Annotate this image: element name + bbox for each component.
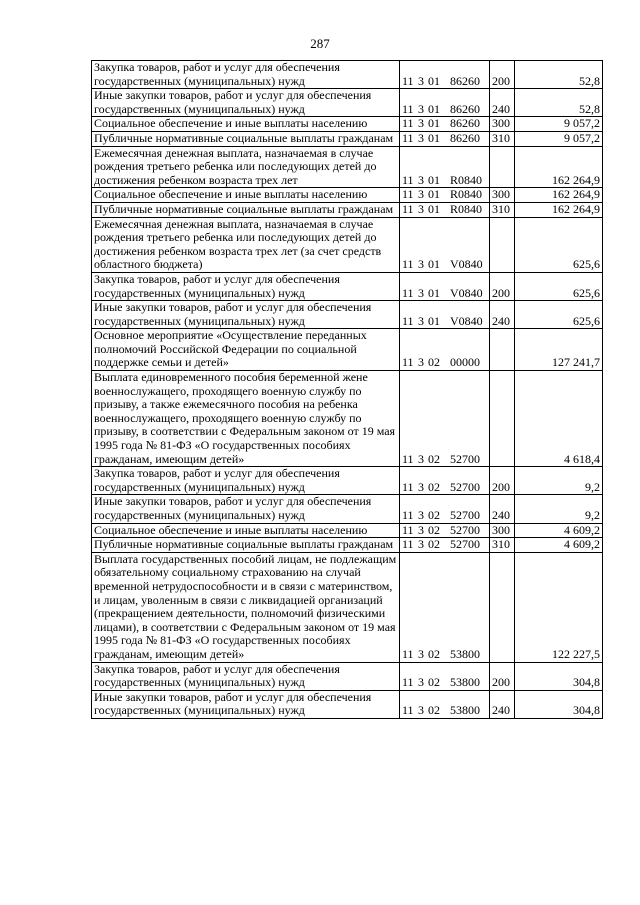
budget-table [91, 60, 603, 719]
code-part: 01 [428, 313, 440, 328]
row-code [400, 662, 490, 690]
row-expense-type [490, 371, 515, 467]
row-amount: 4 618,4 [515, 371, 603, 467]
row-amount: 625,6 [515, 217, 603, 272]
table-row [92, 371, 603, 467]
code-part: 53800 [450, 646, 480, 661]
code-part: 3 [418, 508, 424, 522]
row-code [400, 202, 490, 217]
code-part: 11 [402, 101, 414, 116]
code-part: 11 [402, 285, 414, 300]
table-row [92, 272, 603, 300]
row-description: Ежемесячная денежная выплата, назначаемая в случае рождения третьего ребенка или последующих детей до достижения ребенком возраста трех лет [92, 146, 400, 188]
table-row [92, 690, 603, 718]
row-description: Иные закупки товаров, работ и услуг для обеспечения государственных (муниципальных) нужд [92, 301, 400, 329]
code-part: 52700 [450, 522, 480, 537]
row-description: Иные закупки товаров, работ и услуг для обеспечения государственных (муниципальных) нужд [92, 495, 400, 523]
row-expense-type: 200 [490, 61, 515, 89]
code-part: 11 [402, 130, 414, 145]
code-part: 01 [428, 130, 440, 145]
code-part: V0840 [450, 257, 483, 272]
code-part: 3 [418, 257, 424, 272]
code-part: 52700 [450, 537, 480, 552]
row-expense-type: 240 [490, 690, 515, 718]
code-part: 02 [428, 479, 440, 494]
code-part: 11 [402, 451, 414, 466]
row-expense-type [490, 552, 515, 662]
code-part: R0840 [450, 187, 483, 202]
code-part: 11 [402, 201, 414, 216]
code-part: 01 [428, 101, 440, 116]
code-part: 3 [418, 187, 424, 202]
table-row [92, 202, 603, 217]
row-amount: 9,2 [515, 467, 603, 495]
row-description: Ежемесячная денежная выплата, назначаемая в случае рождения третьего ребенка или последующих детей до достижения ребенком возраста трех лет (за счет средств областного бюджета) [92, 217, 400, 272]
row-amount: 304,8 [515, 690, 603, 718]
row-code [400, 117, 490, 132]
row-code [400, 131, 490, 146]
row-code [400, 272, 490, 300]
code-part: 3 [418, 537, 424, 552]
code-part: 11 [402, 479, 414, 494]
code-part: 52700 [450, 508, 480, 522]
row-description: Публичные нормативные социальные выплаты гражданам [92, 131, 400, 146]
row-code [400, 217, 490, 272]
code-part: R0840 [450, 172, 483, 187]
row-expense-type: 300 [490, 188, 515, 203]
row-code [400, 523, 490, 538]
code-part: 11 [402, 675, 414, 690]
row-amount: 9,2 [515, 495, 603, 523]
code-part: 01 [428, 116, 440, 131]
table-row [92, 131, 603, 146]
row-amount: 4 609,2 [515, 538, 603, 553]
code-part: 11 [402, 257, 414, 272]
code-part: 11 [402, 522, 414, 537]
row-code [400, 552, 490, 662]
code-part: 52700 [450, 451, 480, 466]
code-part: 86260 [450, 101, 480, 116]
code-part: 3 [418, 355, 424, 370]
table-row [92, 662, 603, 690]
row-code [400, 329, 490, 371]
row-code [400, 61, 490, 89]
budget-table-body [92, 61, 603, 719]
row-code [400, 89, 490, 117]
code-part: 3 [418, 646, 424, 661]
row-description: Основное мероприятие «Осуществление переданных полномочий Российской Федерации по социальной поддержке семьи и детей» [92, 329, 400, 371]
code-part: 52700 [450, 479, 480, 494]
code-part: 11 [402, 355, 414, 370]
code-part: 3 [418, 73, 424, 88]
row-expense-type: 200 [490, 467, 515, 495]
code-part: 86260 [450, 116, 480, 131]
table-row [92, 61, 603, 89]
table-row [92, 467, 603, 495]
code-part: 02 [428, 675, 440, 690]
table-row [92, 117, 603, 132]
row-description: Выплата государственных пособий лицам, не подлежащим обязательному социальному страхованию на случай временной нетрудоспособности и в связи с материнством, и лицам, уволенным в связи с ликвидацией организаций (прекращением деятельности, полномочий физическими лицами), в соответствии с Федеральным законом от 19 мая 1995 года № 81-ФЗ «О государственных пособиях гражданам, имеющим детей» [92, 552, 400, 662]
row-amount: 127 241,7 [515, 329, 603, 371]
code-part: 11 [402, 646, 414, 661]
row-description: Публичные нормативные социальные выплаты гражданам [92, 202, 400, 217]
code-part: 3 [418, 201, 424, 216]
row-description: Иные закупки товаров, работ и услуг для обеспечения государственных (муниципальных) нужд [92, 690, 400, 718]
table-row [92, 301, 603, 329]
row-code [400, 690, 490, 718]
row-code [400, 495, 490, 523]
code-part: 02 [428, 355, 440, 370]
table-row [92, 495, 603, 523]
row-amount: 625,6 [515, 272, 603, 300]
row-expense-type: 200 [490, 662, 515, 690]
code-part: 01 [428, 257, 440, 272]
code-part: 02 [428, 508, 440, 522]
code-part: 86260 [450, 73, 480, 88]
code-part: 11 [402, 703, 414, 718]
row-expense-type: 300 [490, 117, 515, 132]
code-part: 01 [428, 73, 440, 88]
row-description: Социальное обеспечение и иные выплаты населению [92, 117, 400, 132]
code-part: 11 [402, 116, 414, 131]
code-part: V0840 [450, 285, 483, 300]
code-part: 3 [418, 130, 424, 145]
code-part: 3 [418, 703, 424, 718]
row-amount: 4 609,2 [515, 523, 603, 538]
code-part: 53800 [450, 675, 480, 690]
row-code [400, 146, 490, 188]
row-description: Социальное обеспечение и иные выплаты населению [92, 523, 400, 538]
code-part: 11 [402, 73, 414, 88]
row-description: Выплата единовременного пособия беременной жене военнослужащего, проходящего военную службу по призыву, а также ежемесячного пособия на ребенка военнослужащего, проходящего военную службу по призыву, в соответствии с Федеральным законом от 19 мая 1995 года № 81-ФЗ «О государственных пособиях гражданам, имеющим детей» [92, 371, 400, 467]
code-part: 11 [402, 313, 414, 328]
code-part: 3 [418, 285, 424, 300]
table-row [92, 329, 603, 371]
code-part: 3 [418, 451, 424, 466]
code-part: 01 [428, 172, 440, 187]
code-part: 11 [402, 537, 414, 552]
code-part: 3 [418, 116, 424, 131]
row-code [400, 467, 490, 495]
code-part: 02 [428, 703, 440, 718]
row-description: Иные закупки товаров, работ и услуг для обеспечения государственных (муниципальных) нужд [92, 89, 400, 117]
code-part: 01 [428, 187, 440, 202]
code-part: V0840 [450, 313, 483, 328]
row-expense-type: 240 [490, 301, 515, 329]
code-part: 00000 [450, 355, 480, 370]
row-code [400, 538, 490, 553]
row-expense-type: 310 [490, 131, 515, 146]
row-amount: 162 264,9 [515, 188, 603, 203]
code-part: 11 [402, 172, 414, 187]
row-amount: 52,8 [515, 61, 603, 89]
row-expense-type: 240 [490, 495, 515, 523]
row-expense-type: 310 [490, 538, 515, 553]
row-amount: 9 057,2 [515, 131, 603, 146]
row-expense-type: 240 [490, 89, 515, 117]
table-row [92, 552, 603, 662]
code-part: 01 [428, 201, 440, 216]
row-expense-type [490, 217, 515, 272]
row-amount: 304,8 [515, 662, 603, 690]
row-amount: 122 227,5 [515, 552, 603, 662]
table-row [92, 538, 603, 553]
code-part: R0840 [450, 201, 483, 216]
code-part: 02 [428, 451, 440, 466]
row-expense-type: 200 [490, 272, 515, 300]
row-amount: 52,8 [515, 89, 603, 117]
table-row [92, 523, 603, 538]
row-description: Закупка товаров, работ и услуг для обеспечения государственных (муниципальных) нужд [92, 61, 400, 89]
code-part: 86260 [450, 130, 480, 145]
code-part: 02 [428, 522, 440, 537]
row-code [400, 371, 490, 467]
row-expense-type [490, 329, 515, 371]
row-expense-type [490, 146, 515, 188]
code-part: 53800 [450, 703, 480, 718]
table-row [92, 188, 603, 203]
row-code [400, 301, 490, 329]
code-part: 11 [402, 508, 414, 522]
code-part: 02 [428, 537, 440, 552]
code-part: 02 [428, 646, 440, 661]
code-part: 11 [402, 187, 414, 202]
code-part: 3 [418, 479, 424, 494]
row-description: Закупка товаров, работ и услуг для обеспечения государственных (муниципальных) нужд [92, 662, 400, 690]
row-amount: 162 264,9 [515, 202, 603, 217]
code-part: 3 [418, 522, 424, 537]
table-row [92, 217, 603, 272]
code-part: 3 [418, 675, 424, 690]
row-description: Социальное обеспечение и иные выплаты населению [92, 188, 400, 203]
row-description: Публичные нормативные социальные выплаты гражданам [92, 538, 400, 553]
code-part: 3 [418, 101, 424, 116]
code-part: 3 [418, 313, 424, 328]
code-part: 01 [428, 285, 440, 300]
row-expense-type: 310 [490, 202, 515, 217]
row-description: Закупка товаров, работ и услуг для обеспечения государственных (муниципальных) нужд [92, 467, 400, 495]
row-description: Закупка товаров, работ и услуг для обеспечения государственных (муниципальных) нужд [92, 272, 400, 300]
table-row [92, 146, 603, 188]
code-part: 3 [418, 172, 424, 187]
row-amount: 162 264,9 [515, 146, 603, 188]
row-expense-type: 300 [490, 523, 515, 538]
row-code [400, 188, 490, 203]
page-number: 287 [310, 36, 330, 51]
row-amount: 9 057,2 [515, 117, 603, 132]
row-amount: 625,6 [515, 301, 603, 329]
table-row [92, 89, 603, 117]
